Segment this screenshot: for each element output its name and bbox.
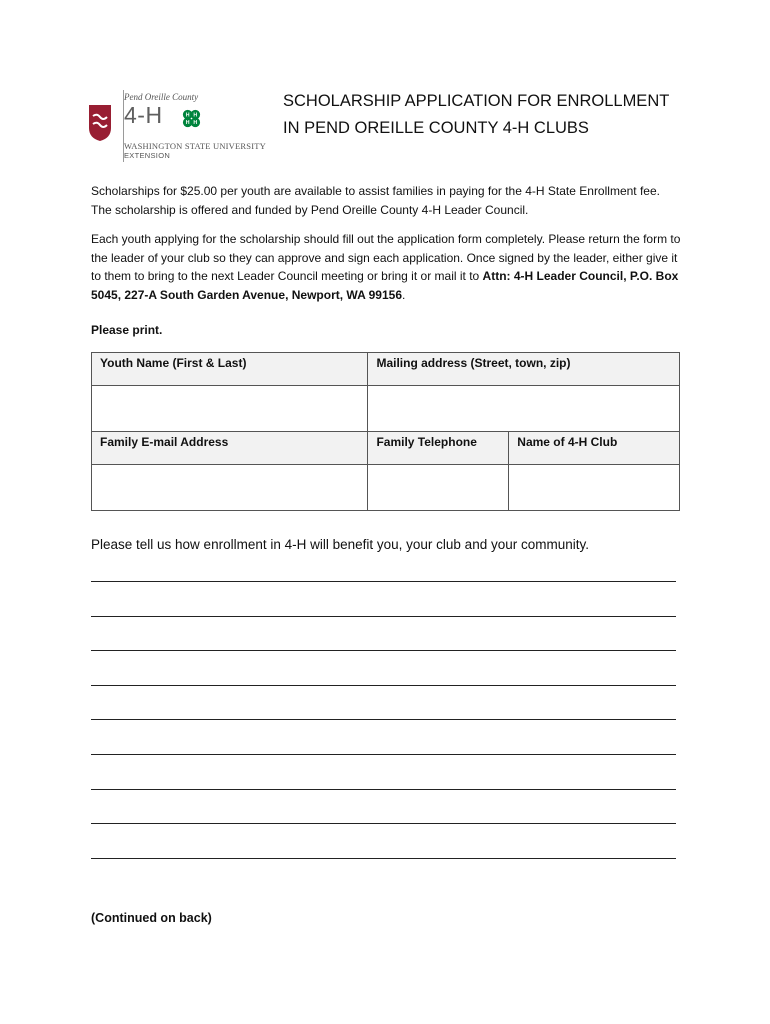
wsu-4h-logo: [88, 90, 278, 162]
benefit-question: Please tell us how enrollment in 4-H will benefit you, your club and your community.: [91, 537, 589, 552]
answer-line[interactable]: [91, 685, 676, 686]
family-telephone-field[interactable]: [368, 465, 509, 511]
logo-extension: EXTENSION: [124, 151, 171, 160]
answer-line[interactable]: [91, 754, 676, 755]
instructions-end: .: [402, 288, 406, 303]
answer-line[interactable]: [91, 789, 676, 790]
title-line-2: IN PEND OREILLE COUNTY 4-H CLUBS: [283, 119, 589, 137]
application-form-table: [91, 352, 680, 511]
youth-name-field[interactable]: [92, 386, 368, 432]
answer-line[interactable]: [91, 616, 676, 617]
answer-line[interactable]: [91, 719, 676, 720]
svg-text:H: H: [193, 120, 198, 127]
logo-county: Pend Oreille County: [124, 92, 199, 102]
continued-note: (Continued on back): [91, 911, 212, 925]
answer-line[interactable]: [91, 650, 676, 651]
answer-line[interactable]: [91, 581, 676, 582]
logo-university: WASHINGTON STATE UNIVERSITY: [124, 141, 266, 151]
instructions-text: Each youth applying for the scholarship should fill out the application form completely. Please return the form to the leader of your club so they can approve and sign each application. Once signed by the leader, either give it to them to bring to the next Leader Council meeting or bring it or mail it to: [91, 232, 681, 284]
mailing-address-header: Mailing address (Street, town, zip): [368, 353, 680, 386]
intro-text: Scholarships for $25.00 per youth are available to assist families in paying for the 4-H State Enrollment fee. The scholarship is offered and funded by Pend Oreille County 4-H Leader Council.: [91, 184, 660, 217]
club-name-field[interactable]: [509, 465, 680, 511]
mailing-address: Attn: 4-H Leader Council, P.O. Box 5045, 227-A South Garden Avenue, Newport, WA 99156: [91, 269, 679, 303]
mailing-address-field[interactable]: [368, 386, 680, 432]
intro-paragraph: [91, 182, 683, 219]
svg-text:H: H: [185, 120, 190, 127]
clover-icon: [181, 108, 202, 129]
family-telephone-header: Family Telephone: [368, 432, 509, 465]
svg-text:H: H: [193, 112, 198, 119]
club-name-header: Name of 4-H Club: [509, 432, 680, 465]
family-email-field[interactable]: [92, 465, 368, 511]
answer-line[interactable]: [91, 858, 676, 859]
title-line-1: SCHOLARSHIP APPLICATION FOR ENROLLMENT: [283, 92, 670, 110]
svg-text:H: H: [185, 112, 190, 119]
answer-line[interactable]: [91, 823, 676, 824]
family-email-header: Family E-mail Address: [92, 432, 368, 465]
logo-4h: 4-H: [124, 102, 163, 128]
youth-name-header: Youth Name (First & Last): [92, 353, 368, 386]
instructions-paragraph: [91, 230, 683, 305]
please-print-label: Please print.: [91, 323, 163, 337]
wsu-shield-icon: [88, 104, 112, 142]
